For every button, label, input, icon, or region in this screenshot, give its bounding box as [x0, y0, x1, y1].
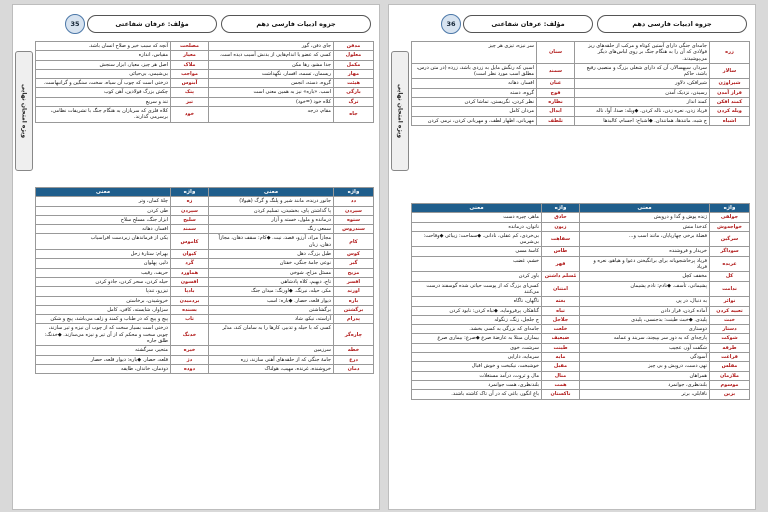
table-row: [412, 281, 750, 297]
vocab-meaning: فریاد پرخاشجویانه برای برانگیختن دعوا و هیاهو، نعره و فریاد: [580, 256, 710, 272]
vocab-word: امتنان: [542, 281, 580, 297]
vocab-meaning: پیچ و پیچ که در طناب و کمند و زلف می‌باشد، پیچ و شکن: [36, 315, 171, 324]
vocab-meaning: حریف، رقیب: [36, 268, 171, 277]
vocab-word: طرفه: [710, 343, 750, 352]
table-row: [412, 315, 750, 324]
vocab-word: سپردن: [334, 206, 374, 215]
vocab-word: سوداگر: [710, 247, 750, 256]
vocab-word: ناکستان: [542, 390, 580, 399]
vocab-word: ملاک: [171, 60, 209, 69]
vocab-meaning: جامه‌ای جنگی دارای آستین کوتاه و مرکب از حلقه‌های ریز فولادی که آن را به هنگام جنگ بر روی لباس‌های دیگر می‌پوشیدند.: [575, 42, 710, 64]
table-row: [36, 51, 374, 60]
vocab-meaning: پا گذاشتن پای، بخشیدن، تسلیم کردن: [209, 206, 334, 215]
table-row: [412, 362, 750, 371]
vocab-word: دد: [334, 197, 374, 206]
vocab-meaning: تهی دست، درویش و بی چیز: [580, 362, 710, 371]
vocab-meaning: شیرافکن، دلاور: [575, 79, 710, 88]
table-row: [36, 364, 374, 373]
vocab-meaning: جامه‌ای که بزرگی به کسی بخشد.: [412, 325, 542, 334]
vocab-table: [411, 203, 750, 400]
page-number: 36: [441, 14, 461, 34]
vocab-meaning: پشیمانی، تأسف. ◆نادم: نادم پشیمان: [580, 281, 710, 297]
vocab-word: خواجه‌وش: [710, 222, 750, 231]
vocab-meaning: کلاه خود (=خود): [209, 97, 334, 106]
vocab-meaning: بلندنظری، همت جوانمرد: [412, 380, 542, 389]
column-header: واژه: [171, 188, 209, 197]
vocab-meaning: رسیدن، نزدیک آمدن: [575, 88, 710, 97]
vocab-meaning: کمند انداز: [575, 98, 710, 107]
vocab-meaning: ناتوان، درمانده: [412, 222, 542, 231]
vocab-meaning: خریدار و فروشنده: [580, 247, 710, 256]
vocab-meaning: شگفت آور، عجیب: [580, 343, 710, 352]
table-row: [36, 107, 374, 123]
vocab-meaning: سرشت، خوی: [412, 343, 542, 352]
vocab-word: جاه: [334, 107, 374, 123]
table-row: [36, 250, 374, 259]
vocab-top-table: [411, 41, 750, 126]
table-row: [412, 371, 750, 380]
vocab-meaning: مخفف کچل: [580, 272, 710, 281]
vocab-meaning: دودمان، خاندان، طایفه: [36, 364, 171, 373]
vocab-meaning: خروشنده، غرنده، مهیب، هولناک: [209, 364, 334, 373]
vocab-meaning: ناگهان، ناگاه: [412, 297, 542, 306]
book-title: جزوه ادبیات فارسی دهم: [221, 15, 371, 33]
column-header: معنی: [36, 188, 171, 197]
vocab-word: تلطف: [537, 116, 575, 125]
vocab-word: طاس: [542, 247, 580, 256]
table-row: [412, 297, 750, 306]
vocab-meaning: پلیدی. ◆خبث طینت: بدجنسی، پلیدی: [580, 315, 710, 324]
vocab-meaning: همراهان: [580, 371, 710, 380]
vocab-meaning: کسی‌ای بزرگ که از پوست حیاتی شده گوسفند درست می‌کنند: [412, 281, 542, 297]
vocab-meaning: دیوار قلعه، حصار. ◆باره: اسب: [209, 296, 334, 305]
table-row: [36, 79, 374, 88]
vocab-meaning: جای دفن، گور: [209, 42, 334, 51]
vocab-word: سلیح: [171, 215, 209, 224]
vocab-word: افسر: [334, 277, 374, 286]
vocab-word: کمند افکن: [710, 98, 750, 107]
vocab-meaning: خروشیدن، برخاستن: [36, 296, 171, 305]
vocab-word: تاب: [171, 315, 209, 324]
vocab-word: حاذق: [542, 213, 580, 222]
vocab-word: مُسلم داشتن: [542, 272, 580, 281]
vocab-word: فوج: [537, 88, 575, 97]
vocab-meaning: فضلهٔ برخی چهارپایان، مانند اسب و...: [580, 231, 710, 247]
vocab-meaning: دوستاری: [580, 325, 710, 334]
vocab-meaning: گناهکار، پرفرومایه. ◆تباه کردن: نابود کردن: [412, 306, 542, 315]
vocab-word: خطه: [334, 346, 374, 355]
vocab-word: دستار: [710, 325, 750, 334]
vocab-word: مقبل: [542, 362, 580, 371]
vocab-word: باره: [334, 296, 374, 305]
vocab-meaning: به دنبال، در پی: [580, 297, 710, 306]
vocab-word: سپردن: [171, 206, 209, 215]
vocab-word: بزین: [710, 390, 750, 399]
vocab-meaning: نظر کردن، نگریستن، تماشا کردن: [412, 98, 537, 107]
vocab-meaning: ج جلجل، زنگ، زنگوله: [412, 315, 542, 324]
vocab-word: ستوه: [334, 215, 374, 224]
vocab-word: ملازمان: [710, 371, 750, 380]
vocab-word: شیراوژن: [710, 79, 750, 88]
vocab-word: زه: [171, 197, 209, 206]
table-row: [412, 343, 750, 352]
vocab-meaning: دلیر، پهلوان: [36, 259, 171, 268]
vocab-meaning: بهرام: ستارهٔ زحل: [36, 250, 171, 259]
vocab-word: مفلس: [710, 362, 750, 371]
vocab-word: تیز: [171, 97, 209, 106]
table-row: [36, 315, 374, 324]
vocab-meaning: متحیر، سرگشته: [36, 346, 171, 355]
vocab-word: سمند: [537, 63, 575, 79]
vocab-word: قهر: [542, 256, 580, 272]
vocab-meaning: ژنده پوش و گدا و درویش: [580, 213, 710, 222]
table-row: [412, 231, 750, 247]
vocab-meaning: مهربانی، اظهار لطف، و مهربانی کردن، نرمی کردن: [412, 116, 537, 125]
vocab-word: نظاره: [537, 98, 575, 107]
vocab-meaning: اصل هر چیز، معیار، ابزار سنجش: [36, 60, 171, 69]
vocab-meaning: مقیاس، اندازه: [36, 51, 171, 60]
vocab-meaning: مقام، درجه: [209, 107, 334, 123]
vocab-meaning: اسب. «باره» نیز به همین معنی است: [209, 88, 334, 97]
vocab-word: ترگ: [334, 97, 374, 106]
table-row: [412, 380, 750, 389]
table-row: [412, 88, 750, 97]
vocab-word: معیار: [171, 51, 209, 60]
table-row: [412, 222, 750, 231]
vocab-meaning: افسار، دهانه: [36, 225, 171, 234]
column-header: معنی: [412, 204, 542, 213]
table-row: [36, 324, 374, 346]
vocab-word: آبنوس: [171, 79, 209, 88]
vocab-meaning: تند و سریع: [36, 97, 171, 106]
vocab-word: کام: [334, 234, 374, 250]
vocab-meaning: سردار، سپهسالار، آن که دارای شغلی بزرگ و منصبی رفیع باشد، حاکم: [575, 63, 710, 79]
table-row: [36, 206, 374, 215]
vocab-word: مکمل: [334, 60, 374, 69]
vocab-word: ضیعیف: [542, 334, 580, 343]
vocab-word: هیئت: [334, 79, 374, 88]
vocab-word: منال: [542, 371, 580, 380]
vocab-word: خدنگ: [171, 324, 209, 346]
vocab-meaning: یکی از فرماندهان زیردست افراسیاب: [36, 234, 171, 250]
table-row: [36, 69, 374, 78]
vocab-word: بادپا: [171, 287, 209, 296]
vocab-word: سرگین: [710, 231, 750, 247]
vocab-meaning: گروه، دسته، انجمن: [209, 79, 334, 88]
author-label: مؤلف: عرفان شفاعتی: [463, 15, 593, 33]
table-row: [36, 296, 374, 305]
vocab-meaning: کسی که عضو یا اندام‌هایی از بدنش آسیب دیده است.: [209, 51, 334, 60]
vocab-meaning: بلندنظری، جوانمرد: [580, 380, 710, 389]
vocab-word: قراغت: [710, 353, 750, 362]
vocab-word: عنان: [537, 79, 575, 88]
column-header: واژه: [334, 188, 374, 197]
vocab-meaning: چکش بزرگ فولادین، آهن کوب: [36, 88, 171, 97]
vocab-meaning: آراسته، نیکو، شاد: [209, 315, 334, 324]
vocab-word: چاره‌گر: [334, 324, 374, 346]
vocab-meaning: جانور درنده، مانند شیر و پلنگ و گرگ (هیولا): [209, 197, 334, 206]
vocab-word: سفاهت: [542, 231, 580, 247]
table-row: [36, 225, 374, 234]
vocab-meaning: بیماران مبتلا به عارضهٔ صرع ◆صرع: بیماری صرع: [412, 334, 542, 343]
vocab-meaning: کاسهٔ مسی: [412, 247, 542, 256]
vocab-word: خود: [171, 107, 209, 123]
table-row: [412, 42, 750, 64]
vocab-meaning: درمانده و ملول، خسته و آزار: [209, 215, 334, 224]
vocab-meaning: مردان کامل: [412, 107, 537, 116]
vocab-meaning: سزاوار، شایسته، کافی، کامل: [36, 305, 171, 314]
vocab-word: تباه: [542, 306, 580, 315]
vocab-meaning: طبل بزرگ، دهل: [209, 250, 334, 259]
vocab-meaning: کسی که با حیله و تدبیر، کارها را به سامان کند، مدبّر: [209, 324, 334, 346]
vocab-word: خیره: [171, 346, 209, 355]
vocab-meaning: حیله کردن، سحر کردن، جادو کردن: [36, 277, 171, 286]
column-header: واژه: [542, 204, 580, 213]
table-row: [36, 42, 374, 51]
vocab-word: مصلحت: [171, 42, 209, 51]
column-header: معنی: [209, 188, 334, 197]
vocab-meaning: برگشاشتن: [209, 305, 334, 314]
vocab-word: دوده: [171, 364, 209, 373]
vocab-meaning: آنچه که سبب خیر و صلاح انسان باشد.: [36, 42, 171, 51]
table-row: [36, 355, 374, 364]
vocab-meaning: طی کردن: [36, 206, 171, 215]
column-header: معنی: [580, 204, 710, 213]
vocab-meaning: باور کردن: [412, 272, 542, 281]
table-row: [36, 287, 374, 296]
vocab-word: سمند: [171, 225, 209, 234]
vocab-meaning: سمعی رنگ: [209, 225, 334, 234]
table-row: [412, 256, 750, 272]
vocab-word: ندامت: [710, 281, 750, 297]
table-row: [36, 197, 374, 206]
vocab-meaning: قلعه، حصار. ◆باره: دیوار قلعه، حصار: [36, 355, 171, 364]
table-row: [412, 325, 750, 334]
vocab-word: موسوم: [710, 380, 750, 389]
page-35: [12, 4, 380, 510]
vocab-word: ویله کردن: [710, 107, 750, 116]
vocab-meaning: مکر، حیله، نیرنگ. ◆اورنگ: میدان جنگ: [209, 287, 334, 296]
vocab-word: عربده: [710, 256, 750, 272]
vocab-word: تعبیه کردن: [710, 306, 750, 315]
vocab-meaning: چلهٔ کمان، وتر: [36, 197, 171, 206]
vocab-word: سنان: [537, 42, 575, 64]
table-row: [412, 306, 750, 315]
vocab-meaning: خوشبخت، نیکبخت و خوش اقبال: [412, 362, 542, 371]
table-row: [36, 277, 374, 286]
table-row: [36, 268, 374, 277]
table-row: [412, 353, 750, 362]
vocab-word: خبث: [710, 315, 750, 324]
table-row: [412, 390, 750, 399]
vocab-meaning: مسئل مزاج، شوخی: [209, 268, 334, 277]
vocab-word: خلعت: [542, 325, 580, 334]
page-header: [397, 15, 747, 33]
vocab-meaning: کدخدا منش: [580, 222, 710, 231]
table-row: [412, 79, 750, 88]
side-tab: ویژه امتحان نهایی: [391, 51, 409, 171]
table-row: [412, 247, 750, 256]
vocab-word: طینت: [542, 343, 580, 352]
vocab-word: کیوان: [171, 250, 209, 259]
side-tab: ویژه امتحان نهایی: [15, 51, 33, 171]
vocab-word: دمان: [334, 364, 374, 373]
vocab-meaning: سرمایه، دارایی: [412, 353, 542, 362]
vocab-word: کل: [710, 272, 750, 281]
vocab-word: مواجب: [171, 69, 209, 78]
vocab-meaning: سرزمین: [209, 346, 334, 355]
vocab-meaning: ریسمان، تسمه، افسار، نگهداشت: [209, 69, 334, 78]
vocab-meaning: مجازاً مراد، آرزو، قصد، نیت. ◆کام: سقف دهان، مجازاً دهان، زبان: [209, 234, 334, 250]
vocab-meaning: افسار، دهانه: [412, 79, 537, 88]
vocab-meaning: خشم، غضب: [412, 256, 542, 272]
vocab-meaning: بی‌خردی، کم عقلی، نادانی. ◆سماحت: زیبائی ◆وقاحت: بی‌شرمی: [412, 231, 542, 247]
vocab-meaning: سر نیزه، تیزی هر چیز: [412, 42, 537, 64]
vocab-meaning: ج شبه، مانندها، همانندان. ◆اشباح: اجسام، کالبدها: [575, 116, 710, 125]
vocab-word: اشباه: [710, 116, 750, 125]
vocab-meaning: باغ انگور، باغی که در آن تاک کاشته باشند.: [412, 390, 542, 399]
table-row: [36, 60, 374, 69]
table-row: [36, 215, 374, 224]
vocab-meaning: کلاه فلزی که سربازان به هنگام جنگ با تشریفات نظامی، برسرمی گذارند.: [36, 107, 171, 123]
vocab-meaning: تیزرو، تندپا: [36, 287, 171, 296]
vocab-word: اورند: [334, 287, 374, 296]
vocab-meaning: درختی است بسیار سخت که از چوب آن نیزه و تیر سازند، چوبی سخت و محکم که از آن تیر و نیزه می‌سازند. ◆خدنگ: طلق جاره: [36, 324, 171, 346]
vocab-meaning: جامهٔ جنگی که از حلقه‌های آهنی سازند، زره: [209, 355, 334, 364]
vocab-meaning: نوعی جامهٔ جنگی، خفتان: [209, 259, 334, 268]
table-row: [36, 88, 374, 97]
vocab-word: جولقی: [710, 213, 750, 222]
page-number: 35: [65, 14, 85, 34]
vocab-meaning: گروه، دسته: [412, 88, 537, 97]
vocab-word: سندروس: [334, 225, 374, 234]
vocab-meaning: مال و ثروت، درآمد مستغلات: [412, 371, 542, 380]
table-row: [412, 98, 750, 107]
vocab-word: گبر: [334, 259, 374, 268]
vocab-word: بغته: [542, 297, 580, 306]
vocab-word: بارگی: [334, 88, 374, 97]
vocab-meaning: ابزار جنگ، مسلح سلاح: [36, 215, 171, 224]
vocab-word: درع: [334, 355, 374, 364]
vocab-word: ابدال: [537, 107, 575, 116]
vocab-word: گُرد: [171, 259, 209, 268]
vocab-word: نوائر: [710, 297, 750, 306]
table-row: [36, 234, 374, 250]
table-row: [36, 97, 374, 106]
page-header: [21, 15, 371, 33]
vocab-meaning: ناقابلی، برتر: [580, 390, 710, 399]
vocab-word: مایه: [542, 353, 580, 362]
vocab-meaning: درختی است که چوب آن سیاه، سخت، سنگین و گرانبهاست.: [36, 79, 171, 88]
vocab-word: سالار: [710, 63, 750, 79]
book-title: جزوه ادبیات فارسی دهم: [597, 15, 747, 33]
vocab-word: فراز آمدن: [710, 88, 750, 97]
vocab-top-table: [35, 41, 374, 123]
vocab-word: بردمیدن: [171, 296, 209, 305]
vocab-word: هماورد: [171, 268, 209, 277]
vocab-word: دژ: [171, 355, 209, 364]
vocab-word: برگشتن: [334, 305, 374, 314]
vocab-meaning: اسبی که رنگش مایل به زردی باشد، زرده (در متن درس، مطلق اسب مورد نظر است): [412, 63, 537, 79]
table-row: [412, 107, 750, 116]
page-36: [388, 4, 756, 510]
table-row: [36, 259, 374, 268]
vocab-meaning: ماهر، چیره دست: [412, 213, 542, 222]
table-row: [36, 346, 374, 355]
vocab-table: [35, 187, 374, 374]
vocab-meaning: جدا مشو، رها مکن: [209, 60, 334, 69]
vocab-meaning: فریاد زدن، نعره زدن، ناله کردن. ◆ویله: صدا، آوا، ناله: [575, 107, 710, 116]
vocab-word: مهار: [334, 69, 374, 78]
table-row: [412, 213, 750, 222]
vocab-word: کاموس: [171, 234, 209, 250]
column-header: واژه: [710, 204, 750, 213]
vocab-meaning: تاج، دیهیم، کلاه پادشاهی: [209, 277, 334, 286]
vocab-word: پتک: [171, 88, 209, 97]
author-label: مؤلف: عرفان شفاعتی: [87, 15, 217, 33]
vocab-word: معلول: [334, 51, 374, 60]
vocab-word: افسون: [171, 277, 209, 286]
vocab-word: کوس: [334, 250, 374, 259]
vocab-word: همت: [542, 380, 580, 389]
vocab-word: زبون: [542, 222, 580, 231]
vocab-meaning: آماده کردن، قرار دادن: [580, 306, 710, 315]
vocab-meaning: پارچه‌ای که به دور سر بپیچند، سربند و عمامه: [580, 334, 710, 343]
table-row: [36, 305, 374, 314]
table-row: [412, 116, 750, 125]
vocab-word: بسنده: [171, 305, 209, 314]
vocab-meaning: بی‌شیمی، بی‌حیائی: [36, 69, 171, 78]
vocab-word: زره: [710, 42, 750, 64]
vocab-word: شوکت: [710, 334, 750, 343]
table-row: [412, 334, 750, 343]
table-row: [412, 63, 750, 79]
vocab-word: مزیح: [334, 268, 374, 277]
vocab-word: مدفن: [334, 42, 374, 51]
table-row: [412, 272, 750, 281]
vocab-word: پدرام: [334, 315, 374, 324]
vocab-meaning: آسودگی: [580, 353, 710, 362]
vocab-word: جلاجل: [542, 315, 580, 324]
